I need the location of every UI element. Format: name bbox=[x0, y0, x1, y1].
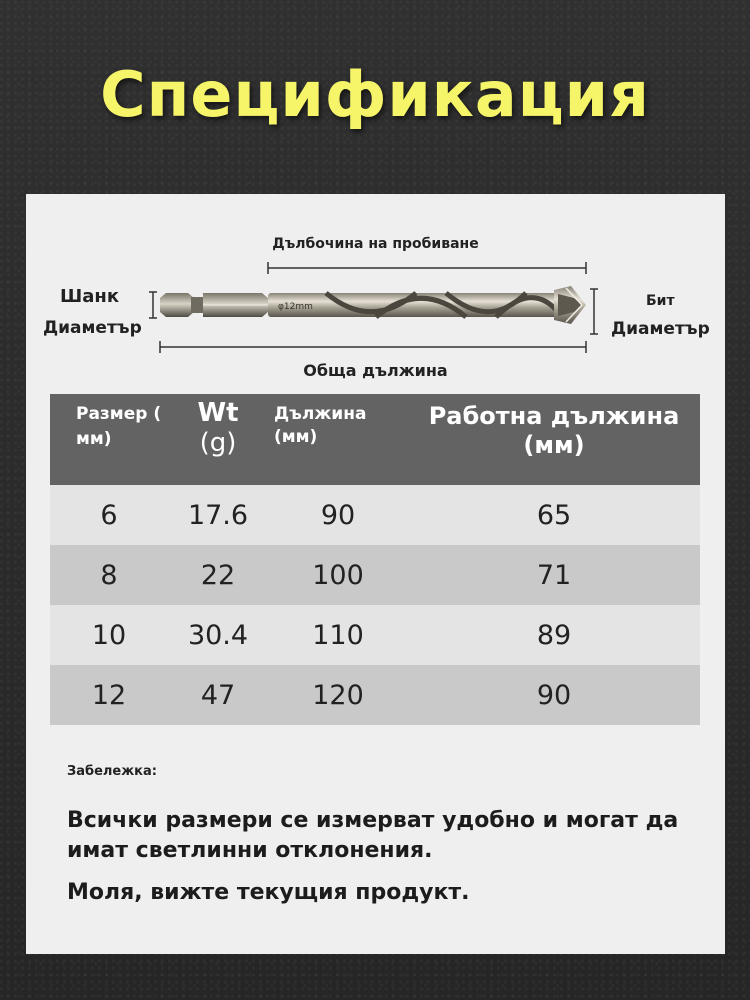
bit-diameter-label: Диаметър bbox=[611, 319, 710, 339]
table-row bbox=[50, 605, 700, 665]
table-row bbox=[50, 665, 700, 725]
spec-card bbox=[26, 194, 725, 954]
hex-shank bbox=[160, 293, 268, 317]
cell-length: 100 bbox=[268, 545, 408, 605]
table-row bbox=[50, 485, 700, 545]
bit-diameter-bracket bbox=[590, 289, 598, 334]
drill-engraving: φ12mm bbox=[278, 302, 313, 312]
cell-size: 12 bbox=[50, 665, 168, 725]
cell-working-length: 90 bbox=[408, 665, 700, 725]
depth-dimension-line bbox=[268, 262, 586, 274]
shank-diameter-bracket bbox=[149, 292, 157, 318]
total-length-dimension-line bbox=[160, 341, 586, 353]
cell-weight: 22 bbox=[168, 545, 268, 605]
cell-weight: 47 bbox=[168, 665, 268, 725]
drill-bit-diagram bbox=[26, 194, 725, 394]
header-working-length: Работна дължина (мм) bbox=[408, 394, 700, 485]
bit-label: Бит bbox=[646, 293, 675, 309]
header-size: Размер ( мм) bbox=[50, 394, 168, 485]
cell-working-length: 65 bbox=[408, 485, 700, 545]
header-length: Дължина (мм) bbox=[268, 394, 408, 485]
spec-table bbox=[50, 394, 700, 725]
note-label: Забележка: bbox=[67, 764, 157, 779]
cell-working-length: 89 bbox=[408, 605, 700, 665]
header-weight-label: Wt bbox=[197, 398, 239, 428]
cell-working-length: 71 bbox=[408, 545, 700, 605]
table-row bbox=[50, 545, 700, 605]
cell-weight: 30.4 bbox=[168, 605, 268, 665]
cell-length: 110 bbox=[268, 605, 408, 665]
page-title: Спецификация bbox=[100, 58, 650, 131]
cell-size: 6 bbox=[50, 485, 168, 545]
shank-diameter-label: Диаметър bbox=[43, 318, 142, 338]
table-header-row bbox=[50, 394, 700, 485]
cell-length: 120 bbox=[268, 665, 408, 725]
note-text-see-product: Моля, вижте текущия продукт. bbox=[67, 880, 470, 905]
cell-size: 8 bbox=[50, 545, 168, 605]
cell-size: 10 bbox=[50, 605, 168, 665]
shank-label: Шанк bbox=[60, 286, 120, 307]
cell-length: 90 bbox=[268, 485, 408, 545]
total-length-label: Обща дължина bbox=[303, 361, 448, 380]
header-weight bbox=[168, 394, 268, 485]
drill-body bbox=[268, 293, 558, 317]
note-text-measurements: Всички размери се измерват удобно и могат да имат светлинни отклонения. bbox=[67, 808, 679, 863]
cross-tip bbox=[554, 286, 586, 324]
cell-weight: 17.6 bbox=[168, 485, 268, 545]
drilling-depth-label: Дълбочина на пробиване bbox=[272, 236, 479, 252]
header-weight-unit: (g) bbox=[199, 428, 237, 458]
